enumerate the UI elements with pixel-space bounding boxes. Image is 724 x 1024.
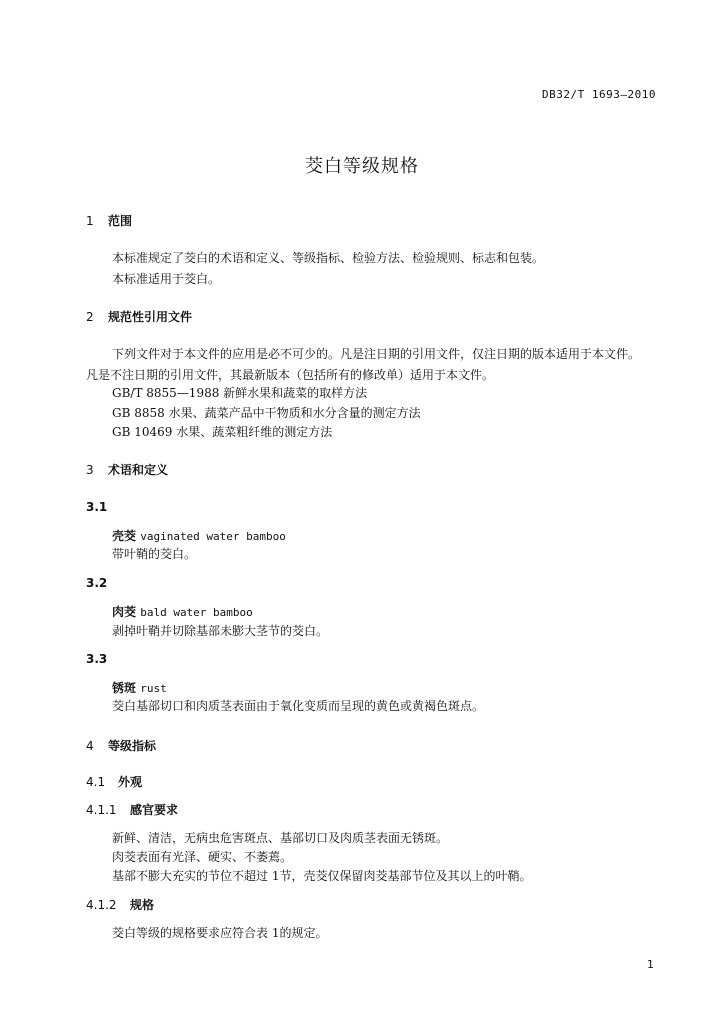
section-2-heading [86,308,192,325]
section-4-heading [86,737,156,754]
subsection-4-1-2-heading [86,896,154,913]
section-3-heading [86,461,168,478]
section-number: 4 [86,739,94,753]
term-3-1-number: 3.1 [86,500,108,514]
paragraph: 本标准规定了茭白的术语和定义、等级指标、检验方法、检验规则、标志和包装。 [112,251,545,265]
section-title: 范围 [108,214,133,228]
paragraph: 基部不膨大充实的节位不超过 1节，壳茭仅保留肉茭基部节位及其以上的叶鞘。 [112,869,532,883]
page-number: 1 [647,958,654,971]
section-number: 4.1.1 [86,803,117,817]
paragraph: 新鲜、清洁，无病虫危害斑点、基部切口及肉质茎表面无锈斑。 [112,831,449,845]
section-number: 2 [86,310,94,324]
term-english: vaginated water bamboo [140,530,286,543]
section-1-heading [86,212,132,229]
term-3-2 [112,603,253,620]
section-title: 术语和定义 [108,463,169,477]
term-3-3 [112,679,167,696]
term-3-1 [112,527,286,544]
paragraph: 肉茭表面有光泽、硬实、不萎蔫。 [112,850,293,864]
term-definition: 带叶鞘的茭白。 [112,547,197,561]
section-title: 规格 [130,898,155,912]
paragraph: 下列文件对于本文件的应用是必不可少的。凡是注日期的引用文件，仅注日期的版本适用于本文件。 [112,347,641,361]
term-english: rust [140,682,167,695]
section-number: 3 [86,463,94,477]
section-number: 4.1 [86,775,106,789]
paragraph: 本标准适用于茭白。 [112,272,221,286]
section-title: 等级指标 [108,739,157,753]
section-number: 4.1.2 [86,898,117,912]
term-name: 壳茭 [112,529,137,543]
term-definition: 剥掉叶鞘并切除基部未膨大茎节的茭白。 [112,624,329,638]
reference-item: GB/T 8855—1988 新鲜水果和蔬菜的取样方法 [112,386,368,400]
document-code: DB32/T 1693—2010 [542,88,656,101]
document-title: 茭白等级规格 [305,156,419,177]
section-title: 感官要求 [130,803,179,817]
section-number: 1 [86,214,94,228]
section-title: 规范性引用文件 [108,310,193,324]
reference-item: GB 10469 水果、蔬菜粗纤维的测定方法 [112,425,333,439]
term-3-3-number: 3.3 [86,652,108,666]
term-english: bald water bamboo [140,606,253,619]
section-title: 外观 [118,775,143,789]
subsection-4-1-1-heading [86,801,178,818]
reference-item: GB 8858 水果、蔬菜产品中干物质和水分含量的测定方法 [112,406,421,420]
subsection-4-1-heading [86,773,142,790]
term-name: 肉茭 [112,605,137,619]
term-definition: 茭白基部切口和肉质茎表面由于氧化变质而呈现的黄色或黄褐色斑点。 [112,699,485,713]
paragraph: 茭白等级的规格要求应符合表 1的规定。 [112,926,328,940]
term-3-2-number: 3.2 [86,576,108,590]
paragraph-continued: 凡是不注日期的引用文件，其最新版本（包括所有的修改单）适用于本文件。 [86,368,495,382]
term-name: 锈斑 [112,681,137,695]
